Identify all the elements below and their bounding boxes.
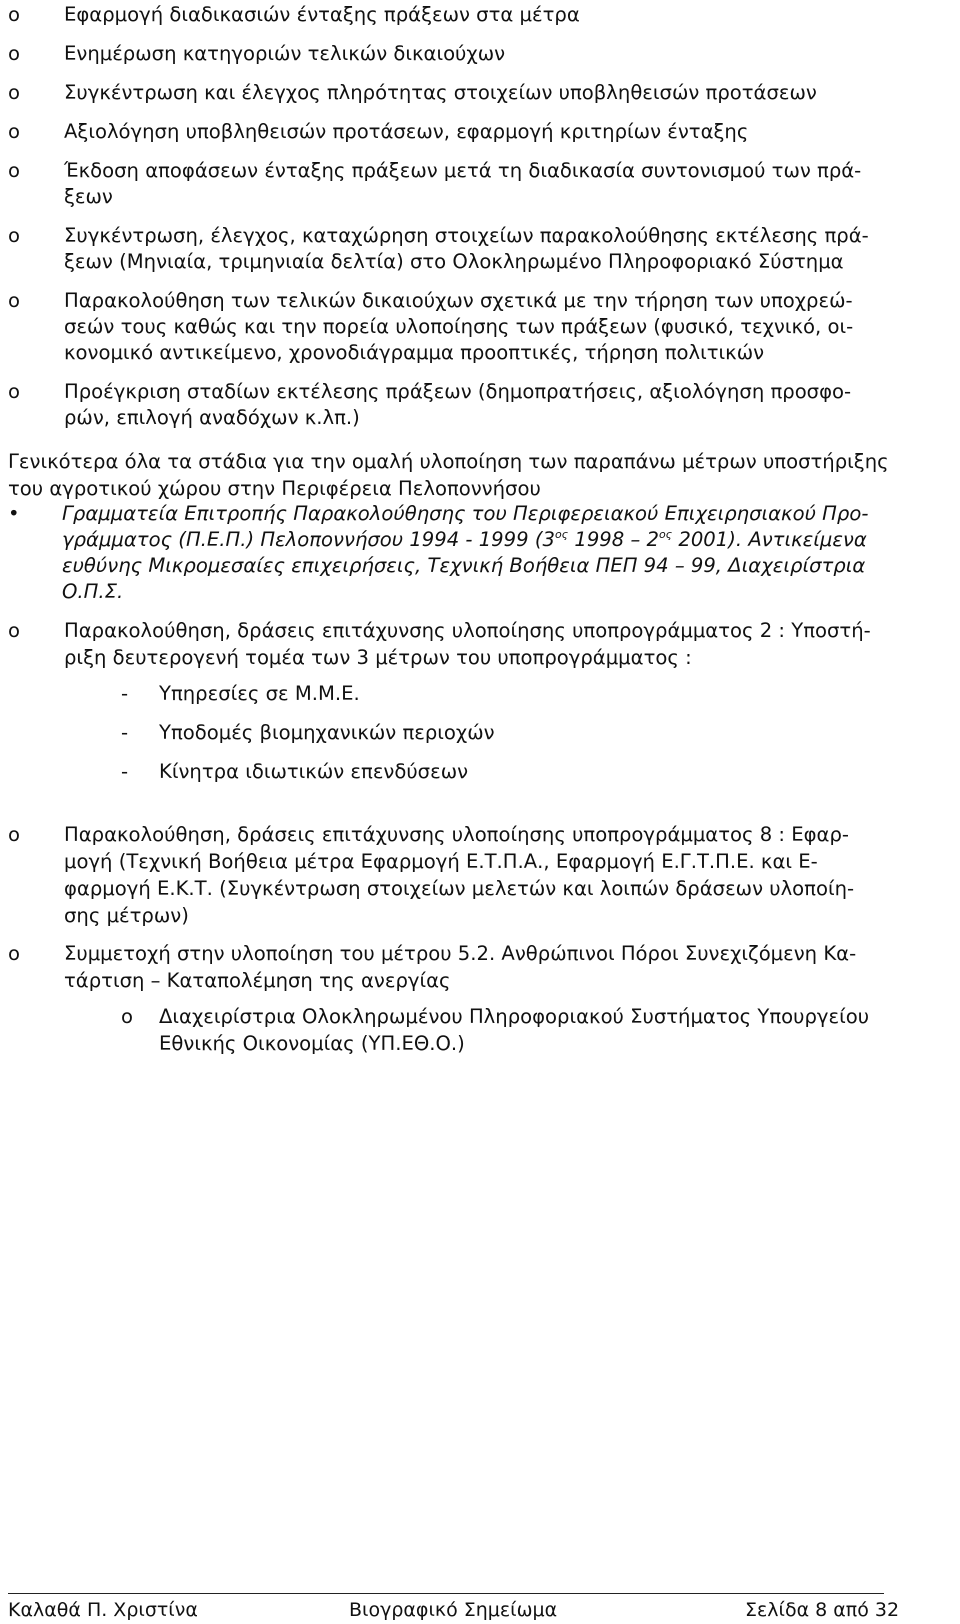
position-line: ευθύνης Μικρομεσαίες επιχειρήσεις, Τεχνική Βοήθεια ΠΕΠ 94 – 99, Διαχειρίστρια	[62, 554, 866, 577]
paragraph-line: του αγροτικού χώρου στην Περιφέρεια Πελοποννήσου	[8, 477, 541, 500]
item-text: φαρμογή Ε.Κ.Τ. (Συγκέντρωση στοιχείων μελετών και λοιπών δράσεων υλοποίη-	[64, 877, 855, 900]
list-marker: o	[8, 159, 20, 182]
position-line: Ο.Π.Σ.	[62, 580, 124, 603]
list-marker: o	[8, 942, 20, 965]
list-item	[0, 719, 960, 746]
list-item	[0, 758, 960, 785]
list-marker: o	[121, 1005, 133, 1028]
item-text: μογή (Τεχνική Βοήθεια μέτρα Εφαρμογή Ε.Τ.Π.Α., Εφαρμογή Ε.Γ.Τ.Π.Ε. και Ε-	[64, 850, 818, 873]
item-text: Υπηρεσίες σε Μ.Μ.Ε.	[159, 682, 360, 705]
item-text: Υποδομές βιομηχανικών περιοχών	[159, 721, 495, 744]
item-text: Εφαρμογή διαδικασιών ένταξης πράξεων στα μέτρα	[64, 3, 580, 26]
list-item	[0, 617, 914, 671]
item-text: Συμμετοχή στην υλοποίηση του μέτρου 5.2. Ανθρώπινοι Πόροι Συνεχιζόμενη Κα-	[64, 942, 857, 965]
item-text: Παρακολούθηση, δράσεις επιτάχυνσης υλοποίησης υποπρογράμματος 8 : Εφαρ-	[64, 823, 849, 846]
list-item	[0, 821, 914, 929]
item-text: Έκδοση αποφάσεων ένταξης πράξεων μετά τη διαδικασία συντονισμού των πρά-	[64, 159, 862, 182]
item-text: Κίνητρα ιδιωτικών επενδύσεων	[159, 760, 469, 783]
paragraph-line: Γενικότερα όλα τα στάδια για την ομαλή υλοποίηση των παραπάνω μέτρων υποστήριξης	[8, 450, 889, 473]
measure-52-list	[0, 940, 960, 1005]
item-text: Ενημέρωση κατηγοριών τελικών δικαιούχων	[64, 42, 506, 65]
dash-marker: -	[121, 760, 129, 783]
item-text: Διαχειρίστρια Ολοκληρωμένου Πληροφοριακού Συστήματος Υπουργείου	[159, 1005, 870, 1028]
list-item	[0, 119, 914, 145]
list-marker: o	[8, 823, 20, 846]
list-marker: o	[8, 289, 20, 312]
list-marker: o	[8, 619, 20, 642]
item-text: Παρακολούθηση, δράσεις επιτάχυνσης υλοποίησης υποπρογράμματος 2 : Υποστή-	[64, 619, 871, 642]
item-text: Αξιολόγηση υποβληθεισών προτάσεων, εφαρμογή κριτηρίων ένταξης	[64, 120, 749, 143]
duties-list	[0, 2, 960, 444]
list-item	[0, 158, 914, 210]
item-text: Εθνικής Οικονομίας (ΥΠ.ΕΘ.Ο.)	[159, 1032, 465, 1055]
subprogram-8-list	[0, 821, 960, 940]
ministry-list	[0, 1003, 960, 1057]
item-text: σης μέτρων)	[64, 904, 189, 927]
item-text: Παρακολούθηση των τελικών δικαιούχων σχετικά με την τήρηση των υποχρεώ-	[64, 289, 853, 312]
list-item	[0, 379, 914, 431]
item-text: Προέγκριση σταδίων εκτέλεσης πράξεων (δημοπρατήσεις, αξιολόγηση προσφο-	[64, 380, 852, 403]
item-text: ξεων	[64, 185, 113, 208]
general-paragraph	[8, 448, 948, 502]
footer-title: Βιογραφικό Σημείωμα	[349, 1599, 558, 1621]
list-item	[0, 288, 914, 366]
list-item	[0, 1003, 960, 1057]
list-item	[0, 80, 914, 106]
footer-author: Καλαθά Π. Χριστίνα	[8, 1599, 198, 1621]
item-text: κονομικό αντικείμενο, χρονοδιάγραμμα προοπτικές, τήρηση πολιτικών	[64, 341, 765, 364]
list-item	[0, 223, 914, 275]
item-text: τάρτιση – Καταπολέμηση της ανεργίας	[64, 969, 451, 992]
position-entry	[8, 501, 938, 605]
footer-divider	[8, 1593, 884, 1594]
position-line: γράμματος (Π.Ε.Π.) Πελοποννήσου 1994 - 1999 ($3^{o\varsigma}$ $1998 - 2^{o\varsigma}$ 2001). Αντικείμενα	[62, 528, 867, 551]
list-item	[0, 41, 914, 67]
list-marker: o	[8, 380, 20, 403]
item-text: σεών τους καθώς και την πορεία υλοποίησης των πράξεων (φυσικό, τεχνικό, οι-	[64, 315, 854, 338]
subprogram-2-list	[0, 617, 960, 682]
list-item	[0, 2, 914, 28]
list-item	[0, 940, 914, 994]
list-marker: o	[8, 42, 20, 65]
position-line: Γραμματεία Επιτροπής Παρακολούθησης του Περιφερειακού Επιχειρησιακού Προ-	[62, 502, 869, 525]
item-text: ριξη δευτερογενή τομέα των 3 μέτρων του υποπρογράμματος :	[64, 646, 692, 669]
footer-page-number: Σελίδα 8 από 32	[745, 1599, 900, 1621]
list-item	[0, 680, 960, 707]
list-marker: o	[8, 3, 20, 26]
item-text: ξεων (Μηνιαία, τριμηνιαία δελτία) στο Ολοκληρωμένο Πληροφοριακό Σύστημα	[64, 250, 844, 273]
bullet-marker: •	[8, 502, 20, 525]
list-marker: o	[8, 81, 20, 104]
item-text: Συγκέντρωση και έλεγχος πληρότητας στοιχείων υποβληθεισών προτάσεων	[64, 81, 817, 104]
item-text: Συγκέντρωση, έλεγχος, καταχώρηση στοιχείων παρακολούθησης εκτέλεσης πρά-	[64, 224, 869, 247]
dash-marker: -	[121, 721, 129, 744]
list-marker: o	[8, 120, 20, 143]
dash-marker: -	[121, 682, 129, 705]
item-text: ρών, επιλογή αναδόχων κ.λπ.)	[64, 406, 360, 429]
measures-list	[0, 680, 960, 797]
list-marker: o	[8, 224, 20, 247]
